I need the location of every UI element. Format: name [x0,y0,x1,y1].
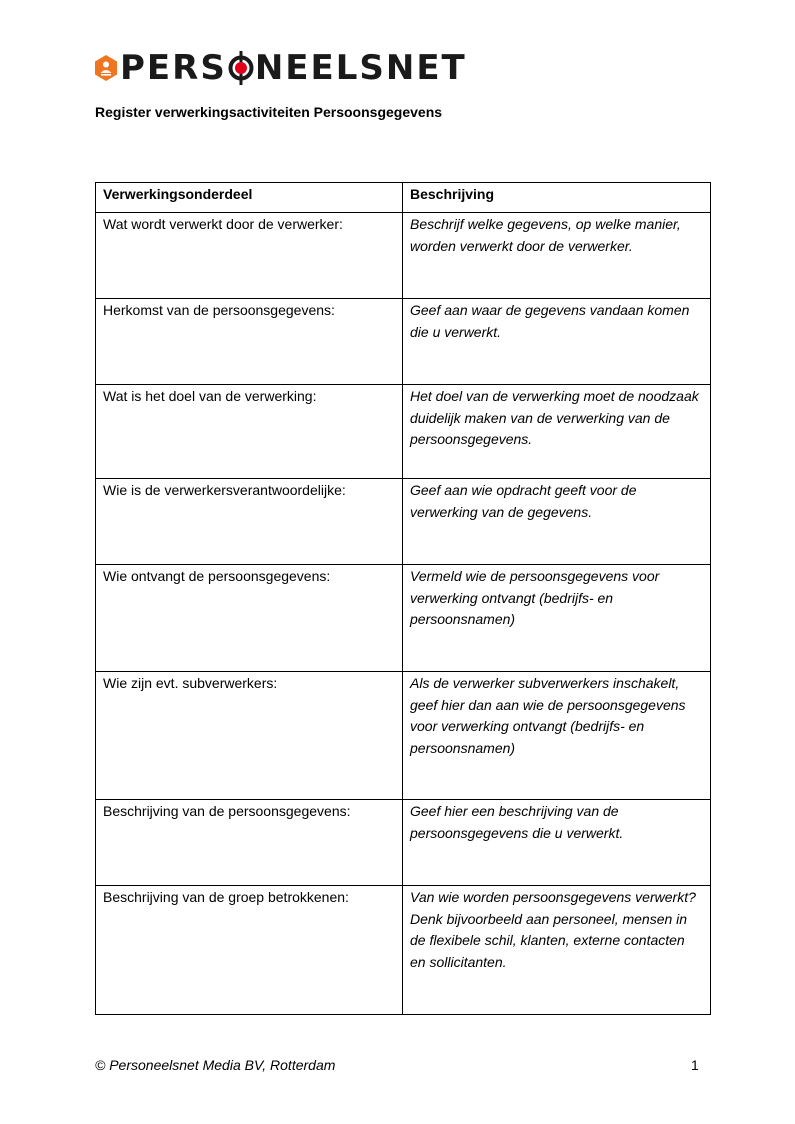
row-description: Vermeld wie de persoonsgegevens voor verwerking ontvangt (bedrijfs- en persoonsnamen) [403,565,711,672]
row-description: Van wie worden persoonsgegevens verwerkt? Denk bijvoorbeeld aan personeel, mensen in de flexibele schil, klanten, externe contacten en sollicitanten. [403,886,711,1015]
table-row [96,672,711,800]
page-number: 1 [691,1057,699,1073]
row-description: Als de verwerker subverwerkers inschakelt, geef hier dan aan wie de persoonsgegevens voor verwerking ontvangt (bedrijfs- en persoonsnamen) [403,672,711,800]
logo-text-end: NEELSNET [254,48,467,88]
logo-text-start: PERS [120,48,227,88]
register-table [95,182,711,1015]
table-header-row [96,183,711,213]
row-label: Wie is de verwerkersverantwoordelijke: [96,479,403,565]
target-o-icon [228,49,254,87]
table-row [96,299,711,385]
table-row [96,565,711,672]
table-row [96,886,711,1015]
table-row [96,213,711,299]
row-label: Wie zijn evt. subverwerkers: [96,672,403,800]
person-hexagon-icon [94,54,118,82]
row-description: Geef aan waar de gegevens vandaan komen die u verwerkt. [403,299,711,385]
row-label: Beschrijving van de persoonsgegevens: [96,800,403,886]
footer-copyright: © Personeelsnet Media BV, Rotterdam [95,1057,336,1073]
row-label: Beschrijving van de groep betrokkenen: [96,886,403,1015]
column-header-onderdeel: Verwerkingsonderdeel [96,183,403,213]
row-label: Herkomst van de persoonsgegevens: [96,299,403,385]
document-title: Register verwerkingsactiviteiten Persoonsgegevens [95,104,443,120]
row-label: Wie ontvangt de persoonsgegevens: [96,565,403,672]
table-row [96,479,711,565]
row-description: Geef hier een beschrijving van de persoonsgegevens die u verwerkt. [403,800,711,886]
row-description: Het doel van de verwerking moet de noodzaak duidelijk maken van de verwerking van de persoonsgegevens. [403,385,711,479]
row-description: Beschrijf welke gegevens, op welke manier, worden verwerkt door de verwerker. [403,213,711,299]
row-description: Geef aan wie opdracht geeft voor de verwerking van de gegevens. [403,479,711,565]
table-row [96,800,711,886]
row-label: Wat wordt verwerkt door de verwerker: [96,213,403,299]
row-label: Wat is het doel van de verwerking: [96,385,403,479]
logo-wordmark [120,49,467,87]
personeelsnet-logo [94,49,467,87]
table-row [96,385,711,479]
column-header-beschrijving: Beschrijving [403,183,711,213]
